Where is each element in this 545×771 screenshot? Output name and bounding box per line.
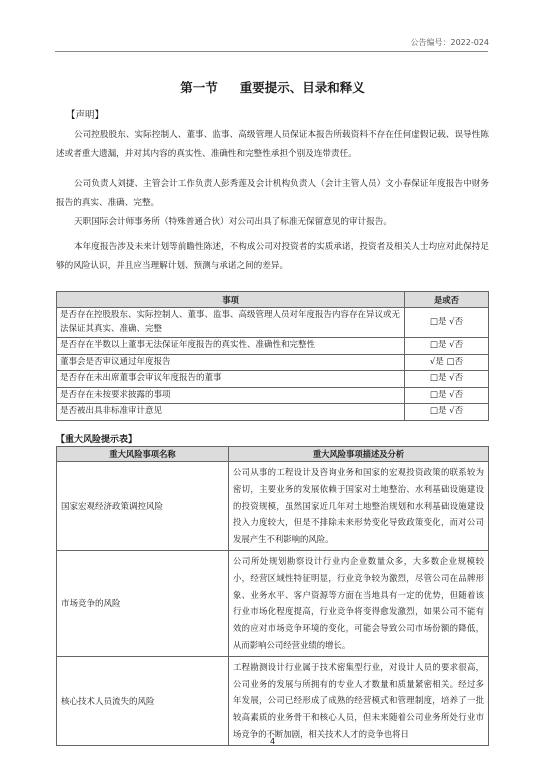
- header-rule: [55, 51, 488, 52]
- matter-item: 是否存在未按要求披露的事项: [57, 387, 405, 404]
- paragraph-forward-looking: 本年度报告涉及未来计划等前瞻性陈述，不构成公司对投资者的实质承诺，投资者及相关人士均应对此保持足够的风险认识，并且应当理解计划、预测与承诺之间的差异。: [56, 242, 489, 271]
- matters-table: [56, 291, 489, 421]
- risk-description: 工程勘测设计行业属于技术密集型行业，对设计人员的要求很高，公司业务的发展与所拥有的专业人才数量和质量紧密相关。经过多年发展，公司已经形成了成熟的经营模式和管理制度，培养了一批较高素质的业务骨干和核心人员，但未来随着公司业务所处行业市场竞争的不断加剧，相关技术人才的竞争也将日: [229, 656, 489, 745]
- paragraph-audit: 天职国际会计师事务所（特殊普通合伙）对公司出具了标准无保留意见的审计报告。: [74, 217, 392, 227]
- section-name: 重要提示、目录和释义: [239, 80, 365, 95]
- matter-item: 是否存在控股股东、实际控制人、董事、监事、高级管理人员对年度报告内容存在异议或无法保证其真实、准确、完整: [57, 308, 405, 338]
- table-row: [57, 550, 489, 656]
- matter-item: 董事会是否审议通过年度报告: [57, 354, 405, 371]
- table-row: [57, 462, 489, 551]
- matter-item: 是否存在未出席董事会审议年度报告的董事: [57, 371, 405, 388]
- declaration-label: 【声明】: [66, 110, 105, 121]
- table-row: [57, 404, 489, 421]
- risk-table: [56, 446, 489, 746]
- announcement-number: 公告编号：2022-024: [410, 38, 489, 47]
- page-number: 4: [269, 737, 276, 746]
- matter-answer: □是 √否: [405, 387, 489, 404]
- risk-name: 市场竞争的风险: [57, 550, 229, 656]
- section-title: [0, 78, 545, 96]
- risk-name: 国家宏观经济政策调控风险: [57, 462, 229, 551]
- column-header: 是或否: [405, 292, 489, 308]
- table-row: [57, 371, 489, 388]
- table-row: [57, 354, 489, 371]
- table-header-row: [57, 447, 489, 462]
- paragraph-financial-report: 公司负责人刘捷、主管会计工作负责人彭秀莲及会计机构负责人（会计主管人员）文小春保证年度报告中财务报告的真实、准确、完整。: [56, 179, 489, 208]
- column-header: 重大风险事项描述及分析: [229, 447, 489, 462]
- matter-item: 是否被出具非标准审计意见: [57, 404, 405, 421]
- column-header: 事项: [57, 292, 405, 308]
- risk-section-title: 【重大风险提示表】: [56, 435, 138, 445]
- matter-answer: □是 √否: [405, 308, 489, 338]
- matter-answer: √是 □否: [405, 354, 489, 371]
- matter-item: 是否存在半数以上董事无法保证年度报告的真实性、准确性和完整性: [57, 338, 405, 355]
- matter-answer: □是 √否: [405, 371, 489, 388]
- paragraph-guarantee: 公司控股股东、实际控制人、董事、监事、高级管理人员保证本报告所载资料不存在任何虚假记载、误导性陈述或者重大遗漏，并对其内容的真实性、准确性和完整性承担个别及连带责任。: [56, 130, 489, 159]
- table-row: [57, 308, 489, 338]
- risk-name: 核心技术人员流失的风险: [57, 656, 229, 745]
- risk-description: 公司从事的工程设计及咨询业务和国家的宏观投资政策的联系较为密切，主要业务的发展依赖于国家对土地整治、水利基础设施建设的投资规模，虽然国家近几年对土地整治规划和水利基础设施建设投入力度较大，但是不排除未来形势变化导致政策变化，而对公司发展产生不利影响的风险。: [229, 462, 489, 551]
- table-row: [57, 387, 489, 404]
- table-header-row: [57, 292, 489, 308]
- table-row: [57, 656, 489, 745]
- table-row: [57, 338, 489, 355]
- matter-answer: □是 √否: [405, 404, 489, 421]
- risk-description: 公司所处规划勘察设计行业内企业数量众多，大多数企业规模较小，经营区域性特征明显，行业竞争较为激烈，尽管公司在品牌形象、业务水平、客户资源等方面在当地具有一定的优势，但随着该行业市场化程度提高，行业竞争将变得愈发激烈，如果公司不能有效的应对市场竞争环境的变化，可能会导致公司市场份额的降低，从而影响公司经营业绩的增长。: [229, 550, 489, 656]
- column-header: 重大风险事项名称: [57, 447, 229, 462]
- section-number: 第一节: [180, 80, 218, 95]
- matter-answer: □是 √否: [405, 338, 489, 355]
